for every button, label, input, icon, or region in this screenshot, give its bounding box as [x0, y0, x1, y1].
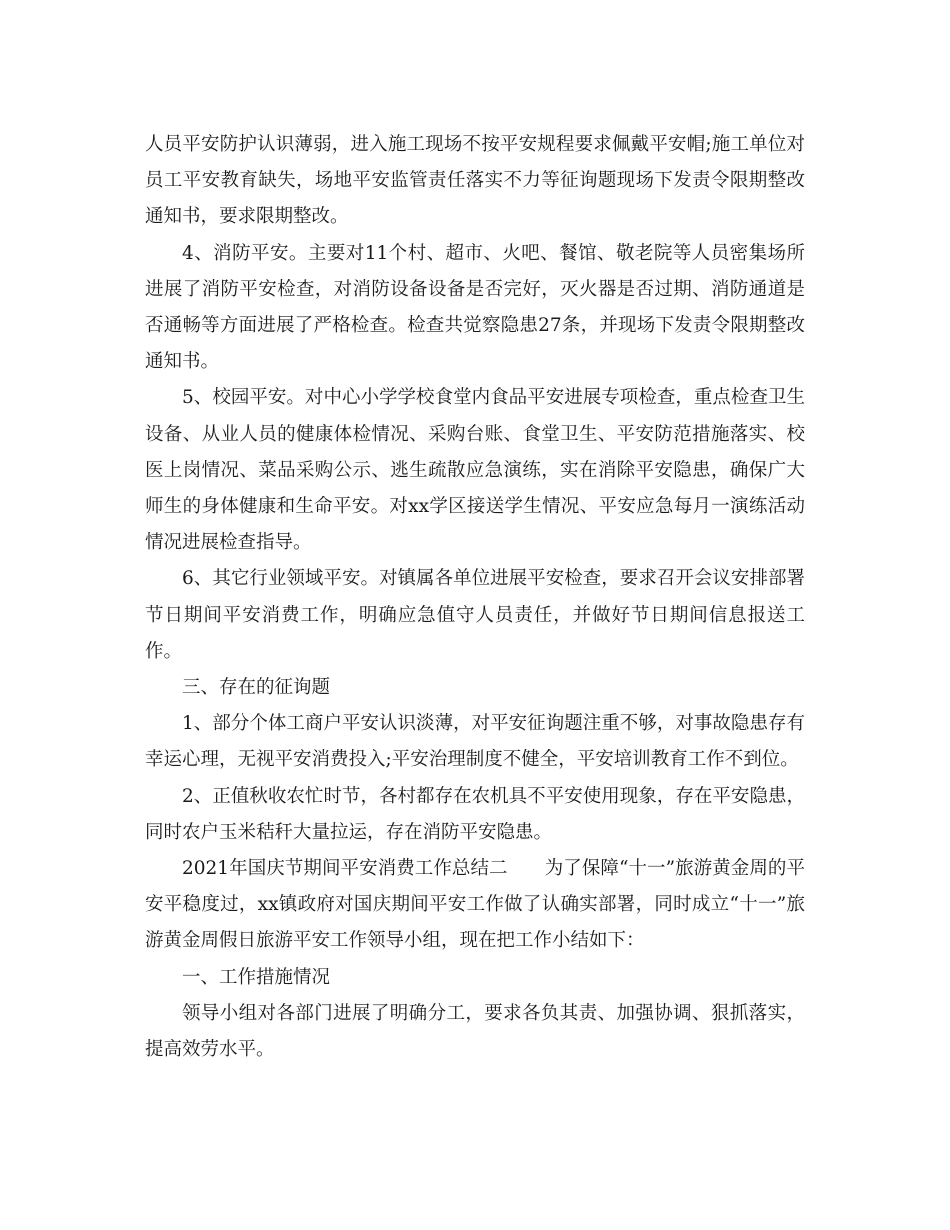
paragraph-other-industries: 6、其它行业领域平安。对镇属各单位进展平安检查，要求召开会议安排部署节日期间平安消费工作，明确应急值守人员责任，并做好节日期间信息报送工作。	[145, 568, 805, 662]
paragraph-summary-two-intro: 2021年国庆节期间平安消费工作总结二 为了保障“十一”旅游黄金周的平安平稳度过，xx镇政府对国庆期间平安工作做了认确实部署，同时成立“十一”旅游黄金周假日旅游平安工作领导小组，现在把工作小结如下：	[145, 858, 805, 952]
paragraph-problem-2: 2、正值秋收农忙时节，各村都存在农机具不平安使用现象，存在平安隐患，同时农户玉米秸秆大量拉运，存在消防平安隐患。	[145, 785, 805, 843]
paragraph-campus-safety: 5、校园平安。对中心小学学校食堂内食品平安进展专项检查，重点检查卫生设备、从业人员的健康体检情况、采购台账、食堂卫生、平安防范措施落实、校医上岗情况、菜品采购公示、逃生疏散应急演练，实在消除平安隐患，确保广大师生的身体健康和生命平安。对xx学区接送学生情况、平安应急每月一演练活动情况进展检查指导。	[145, 387, 805, 554]
paragraph-problem-1: 1、部分个体工商户平安认识淡薄，对平安征询题注重不够，对事故隐患存有幸运心理，无视平安消费投入;平安治理制度不健全，平安培训教育工作不到位。	[145, 713, 805, 771]
paragraph-leadership-division: 领导小组对各部门进展了明确分工，要求各负其责、加强协调、狠抓落实，提高效劳水平。	[145, 1002, 805, 1061]
paragraph-continuation: 人员平安防护认识薄弱，进入施工现场不按平安规程要求佩戴平安帽;施工单位对员工平安教育缺失，场地平安监管责任落实不力等征询题现场下发责令限期整改通知书，要求限期整改。	[145, 134, 805, 228]
section-heading-existing-problems: 三、存在的征询题	[182, 677, 331, 699]
paragraph-fire-safety: 4、消防平安。主要对11个村、超市、火吧、餐馆、敬老院等人员密集场所进展了消防平安检查，对消防设备设备是否完好，灭火器是否过期、消防通道是否通畅等方面进展了严格检查。检查共觉察隐患27条，并现场下发责令限期整改通知书。	[145, 242, 805, 373]
document-body	[145, 127, 805, 1068]
section-heading-work-measures: 一、工作措施情况	[182, 966, 331, 988]
